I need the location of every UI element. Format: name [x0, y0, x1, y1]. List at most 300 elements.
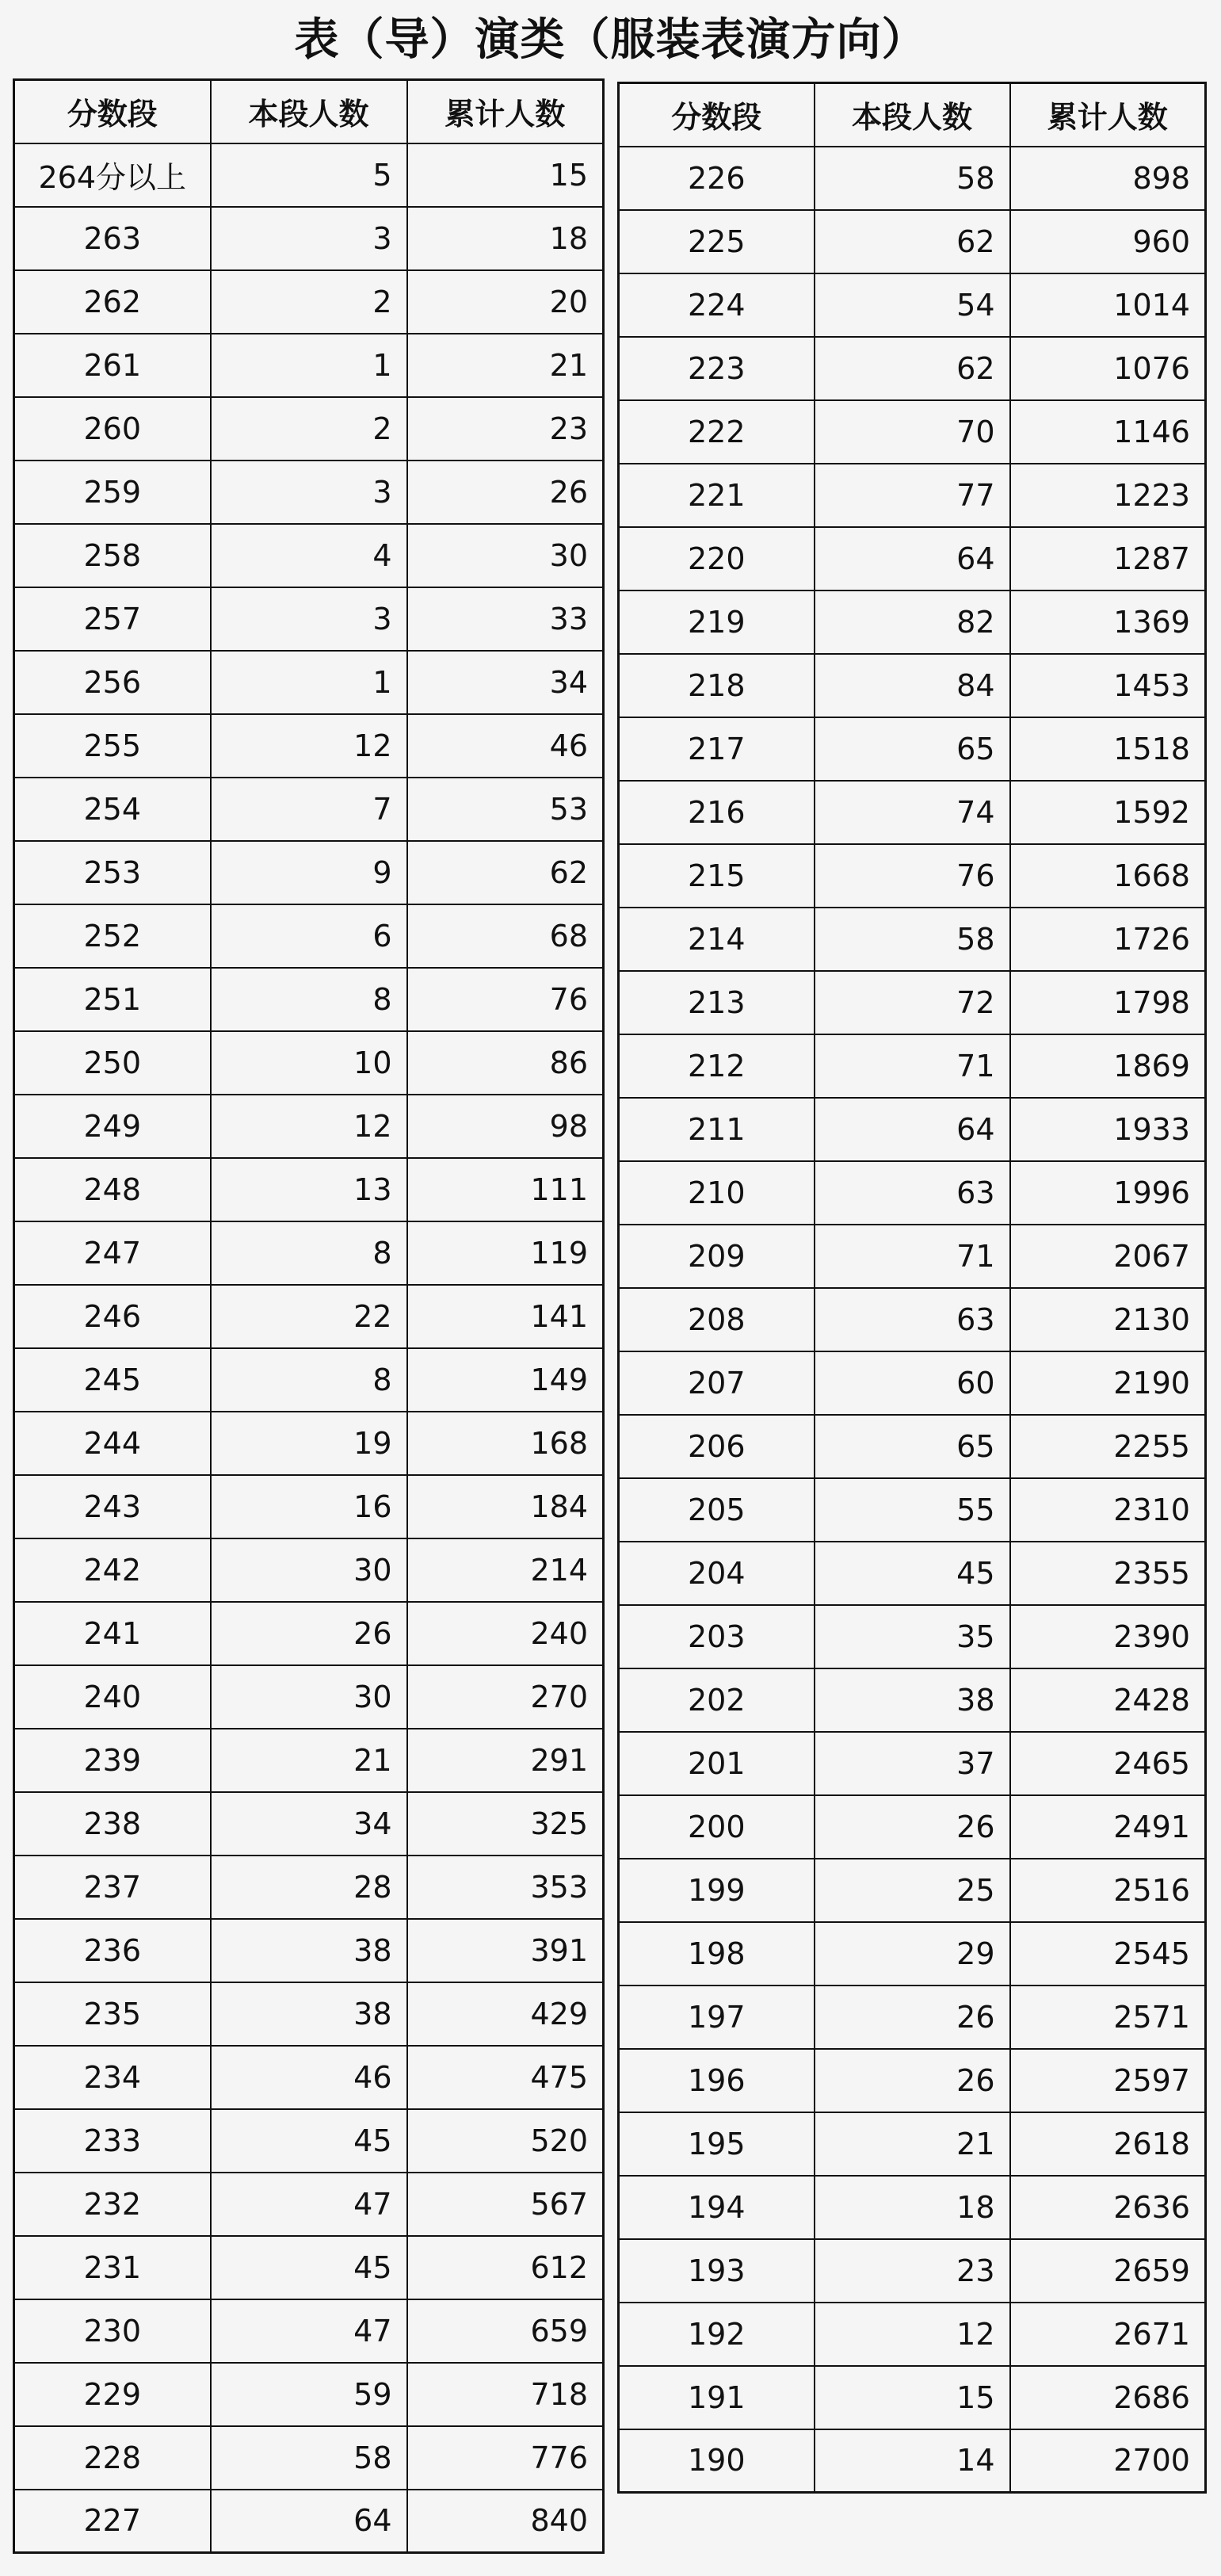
cell-segment-count: 64 — [815, 1098, 1010, 1161]
cell-cumulative-count: 1146 — [1010, 400, 1206, 464]
cell-score-range: 257 — [14, 587, 211, 651]
cell-score-range: 233 — [14, 2109, 211, 2173]
cell-cumulative-count: 2190 — [1010, 1351, 1206, 1415]
table-row — [619, 210, 1206, 273]
cell-cumulative-count: 98 — [407, 1095, 604, 1158]
cell-cumulative-count: 2465 — [1010, 1732, 1206, 1795]
cell-score-range: 222 — [619, 400, 815, 464]
cell-score-range: 229 — [14, 2363, 211, 2426]
table-row — [14, 1538, 604, 1602]
cell-score-range: 262 — [14, 270, 211, 334]
cell-score-range: 207 — [619, 1351, 815, 1415]
cell-cumulative-count: 391 — [407, 1919, 604, 1982]
cell-score-range: 203 — [619, 1605, 815, 1668]
cell-cumulative-count: 62 — [407, 841, 604, 904]
table-row — [14, 1475, 604, 1538]
page-title: 表（导）演类（服装表演方向） — [294, 14, 927, 66]
cell-score-range: 190 — [619, 2429, 815, 2493]
cell-cumulative-count: 353 — [407, 1856, 604, 1919]
cell-segment-count: 30 — [211, 1665, 407, 1729]
cell-score-range: 223 — [619, 337, 815, 400]
cell-score-range: 193 — [619, 2239, 815, 2303]
cell-segment-count: 8 — [211, 968, 407, 1031]
cell-score-range: 195 — [619, 2112, 815, 2176]
table-row — [14, 2236, 604, 2299]
table-row — [619, 2176, 1206, 2239]
cell-cumulative-count: 168 — [407, 1412, 604, 1475]
table-row — [14, 1285, 604, 1348]
cell-score-range: 219 — [619, 590, 815, 654]
cell-cumulative-count: 1996 — [1010, 1161, 1206, 1225]
table-row — [619, 2239, 1206, 2303]
cell-cumulative-count: 20 — [407, 270, 604, 334]
table-row — [14, 1348, 604, 1412]
cell-score-range: 234 — [14, 2046, 211, 2109]
cell-cumulative-count: 475 — [407, 2046, 604, 2109]
cell-segment-count: 21 — [211, 1729, 407, 1792]
cell-segment-count: 58 — [815, 908, 1010, 971]
cell-segment-count: 60 — [815, 1351, 1010, 1415]
table-row — [619, 1478, 1206, 1542]
table-row — [14, 651, 604, 714]
cell-cumulative-count: 960 — [1010, 210, 1206, 273]
cell-segment-count: 38 — [815, 1668, 1010, 1732]
cell-segment-count: 3 — [211, 461, 407, 524]
table-row — [14, 2490, 604, 2553]
cell-cumulative-count: 1014 — [1010, 273, 1206, 337]
cell-segment-count: 62 — [815, 210, 1010, 273]
cell-segment-count: 8 — [211, 1221, 407, 1285]
cell-score-range: 204 — [619, 1542, 815, 1605]
cell-segment-count: 22 — [211, 1285, 407, 1348]
cell-cumulative-count: 1076 — [1010, 337, 1206, 400]
cell-segment-count: 2 — [211, 270, 407, 334]
cell-cumulative-count: 1798 — [1010, 971, 1206, 1034]
cell-score-range: 258 — [14, 524, 211, 587]
table-row — [14, 714, 604, 778]
table-row — [619, 1542, 1206, 1605]
cell-segment-count: 77 — [815, 464, 1010, 527]
cell-segment-count: 26 — [815, 1986, 1010, 2049]
cell-score-range: 246 — [14, 1285, 211, 1348]
table-row — [619, 1795, 1206, 1859]
cell-segment-count: 76 — [815, 844, 1010, 908]
cell-score-range: 211 — [619, 1098, 815, 1161]
cell-cumulative-count: 2700 — [1010, 2429, 1206, 2493]
cell-cumulative-count: 2618 — [1010, 2112, 1206, 2176]
cell-segment-count: 16 — [211, 1475, 407, 1538]
cell-segment-count: 58 — [211, 2426, 407, 2490]
table-row — [14, 334, 604, 397]
cell-score-range: 252 — [14, 904, 211, 968]
table-row — [619, 908, 1206, 971]
cell-cumulative-count: 429 — [407, 1982, 604, 2046]
cell-cumulative-count: 2636 — [1010, 2176, 1206, 2239]
cell-cumulative-count: 2571 — [1010, 1986, 1206, 2049]
cell-segment-count: 38 — [211, 1919, 407, 1982]
cell-score-range: 264分以上 — [14, 143, 211, 207]
cell-segment-count: 84 — [815, 654, 1010, 717]
cell-score-range: 208 — [619, 1288, 815, 1351]
cell-score-range: 238 — [14, 1792, 211, 1856]
table-row — [619, 1668, 1206, 1732]
table-row — [14, 397, 604, 461]
cell-segment-count: 62 — [815, 337, 1010, 400]
cell-segment-count: 63 — [815, 1161, 1010, 1225]
table-row — [619, 590, 1206, 654]
cell-cumulative-count: 2516 — [1010, 1859, 1206, 1922]
table-row — [14, 778, 604, 841]
cell-cumulative-count: 567 — [407, 2173, 604, 2236]
cell-cumulative-count: 2686 — [1010, 2366, 1206, 2429]
cell-cumulative-count: 2597 — [1010, 2049, 1206, 2112]
cell-cumulative-count: 15 — [407, 143, 604, 207]
table-row — [14, 524, 604, 587]
cell-cumulative-count: 718 — [407, 2363, 604, 2426]
header-score-range: 分数段 — [619, 83, 815, 147]
cell-segment-count: 1 — [211, 651, 407, 714]
cell-score-range: 216 — [619, 781, 815, 844]
cell-cumulative-count: 33 — [407, 587, 604, 651]
cell-cumulative-count: 1518 — [1010, 717, 1206, 781]
table-row — [619, 717, 1206, 781]
cell-cumulative-count: 2545 — [1010, 1922, 1206, 1986]
cell-segment-count: 38 — [211, 1982, 407, 2046]
table-row — [14, 1412, 604, 1475]
cell-segment-count: 12 — [211, 714, 407, 778]
cell-score-range: 255 — [14, 714, 211, 778]
table-row — [619, 2112, 1206, 2176]
cell-cumulative-count: 776 — [407, 2426, 604, 2490]
cell-cumulative-count: 21 — [407, 334, 604, 397]
cell-segment-count: 65 — [815, 717, 1010, 781]
cell-cumulative-count: 2390 — [1010, 1605, 1206, 1668]
cell-score-range: 236 — [14, 1919, 211, 1982]
table-row — [619, 527, 1206, 590]
cell-score-range: 212 — [619, 1034, 815, 1098]
cell-segment-count: 8 — [211, 1348, 407, 1412]
cell-score-range: 214 — [619, 908, 815, 971]
cell-score-range: 197 — [619, 1986, 815, 2049]
cell-score-range: 217 — [619, 717, 815, 781]
table-row — [14, 2046, 604, 2109]
cell-score-range: 237 — [14, 1856, 211, 1919]
table-row — [14, 1792, 604, 1856]
table-row — [14, 1856, 604, 1919]
cell-cumulative-count: 149 — [407, 1348, 604, 1412]
cell-cumulative-count: 46 — [407, 714, 604, 778]
cell-score-range: 251 — [14, 968, 211, 1031]
cell-cumulative-count: 2067 — [1010, 1225, 1206, 1288]
cell-score-range: 244 — [14, 1412, 211, 1475]
cell-segment-count: 47 — [211, 2299, 407, 2363]
cell-segment-count: 70 — [815, 400, 1010, 464]
table-row — [14, 143, 604, 207]
cell-score-range: 228 — [14, 2426, 211, 2490]
table-row — [14, 1729, 604, 1792]
cell-segment-count: 30 — [211, 1538, 407, 1602]
cell-score-range: 226 — [619, 147, 815, 210]
table-row — [14, 270, 604, 334]
cell-segment-count: 3 — [211, 587, 407, 651]
cell-segment-count: 15 — [815, 2366, 1010, 2429]
cell-segment-count: 26 — [815, 1795, 1010, 1859]
cell-cumulative-count: 119 — [407, 1221, 604, 1285]
cell-score-range: 202 — [619, 1668, 815, 1732]
table-row — [14, 1919, 604, 1982]
cell-segment-count: 26 — [211, 1602, 407, 1665]
table-header-row — [14, 80, 604, 143]
table-row — [14, 2299, 604, 2363]
table-row — [14, 841, 604, 904]
cell-segment-count: 74 — [815, 781, 1010, 844]
table-row — [619, 337, 1206, 400]
table-row — [619, 1859, 1206, 1922]
cell-score-range: 209 — [619, 1225, 815, 1288]
table-row — [619, 971, 1206, 1034]
cell-cumulative-count: 1668 — [1010, 844, 1206, 908]
cell-score-range: 230 — [14, 2299, 211, 2363]
cell-segment-count: 37 — [815, 1732, 1010, 1795]
cell-score-range: 215 — [619, 844, 815, 908]
cell-cumulative-count: 520 — [407, 2109, 604, 2173]
cell-cumulative-count: 34 — [407, 651, 604, 714]
cell-segment-count: 35 — [815, 1605, 1010, 1668]
cell-cumulative-count: 2659 — [1010, 2239, 1206, 2303]
table-row — [619, 464, 1206, 527]
cell-segment-count: 6 — [211, 904, 407, 968]
cell-cumulative-count: 325 — [407, 1792, 604, 1856]
table-row — [14, 1158, 604, 1221]
table-row — [14, 207, 604, 270]
cell-score-range: 221 — [619, 464, 815, 527]
cell-cumulative-count: 184 — [407, 1475, 604, 1538]
header-segment-count: 本段人数 — [211, 80, 407, 143]
table-row — [619, 1732, 1206, 1795]
table-row — [619, 1986, 1206, 2049]
cell-segment-count: 18 — [815, 2176, 1010, 2239]
cell-score-range: 254 — [14, 778, 211, 841]
cell-cumulative-count: 23 — [407, 397, 604, 461]
cell-segment-count: 1 — [211, 334, 407, 397]
cell-segment-count: 7 — [211, 778, 407, 841]
cell-score-range: 224 — [619, 273, 815, 337]
cell-cumulative-count: 612 — [407, 2236, 604, 2299]
table-row — [619, 273, 1206, 337]
table-row — [14, 587, 604, 651]
cell-score-range: 242 — [14, 1538, 211, 1602]
cell-score-range: 232 — [14, 2173, 211, 2236]
header-cumulative-count: 累计人数 — [407, 80, 604, 143]
table-row — [619, 2303, 1206, 2366]
table-row — [14, 968, 604, 1031]
cell-score-range: 250 — [14, 1031, 211, 1095]
cell-cumulative-count: 2428 — [1010, 1668, 1206, 1732]
header-score-range: 分数段 — [14, 80, 211, 143]
table-row — [619, 654, 1206, 717]
cell-score-range: 248 — [14, 1158, 211, 1221]
header-segment-count: 本段人数 — [815, 83, 1010, 147]
cell-segment-count: 25 — [815, 1859, 1010, 1922]
table-row — [619, 844, 1206, 908]
table-row — [14, 1665, 604, 1729]
table-row — [619, 1161, 1206, 1225]
cell-cumulative-count: 2671 — [1010, 2303, 1206, 2366]
cell-score-range: 259 — [14, 461, 211, 524]
cell-segment-count: 82 — [815, 590, 1010, 654]
cell-score-range: 210 — [619, 1161, 815, 1225]
table-row — [14, 904, 604, 968]
cell-segment-count: 12 — [211, 1095, 407, 1158]
cell-cumulative-count: 214 — [407, 1538, 604, 1602]
cell-segment-count: 14 — [815, 2429, 1010, 2493]
cell-segment-count: 71 — [815, 1034, 1010, 1098]
cell-segment-count: 64 — [815, 527, 1010, 590]
cell-score-range: 256 — [14, 651, 211, 714]
table-row — [14, 2426, 604, 2490]
table-row — [619, 1415, 1206, 1478]
table-row — [14, 1982, 604, 2046]
cell-cumulative-count: 2491 — [1010, 1795, 1206, 1859]
cell-cumulative-count: 2130 — [1010, 1288, 1206, 1351]
cell-segment-count: 12 — [815, 2303, 1010, 2366]
cell-score-range: 200 — [619, 1795, 815, 1859]
cell-cumulative-count: 86 — [407, 1031, 604, 1095]
cell-segment-count: 63 — [815, 1288, 1010, 1351]
cell-cumulative-count: 270 — [407, 1665, 604, 1729]
table-header-row — [619, 83, 1206, 147]
table-row — [619, 1922, 1206, 1986]
cell-segment-count: 59 — [211, 2363, 407, 2426]
table-row — [619, 147, 1206, 210]
cell-cumulative-count: 2255 — [1010, 1415, 1206, 1478]
cell-score-range: 241 — [14, 1602, 211, 1665]
cell-segment-count: 2 — [211, 397, 407, 461]
cell-score-range: 192 — [619, 2303, 815, 2366]
cell-cumulative-count: 1287 — [1010, 527, 1206, 590]
cell-cumulative-count: 26 — [407, 461, 604, 524]
table-row — [619, 1288, 1206, 1351]
cell-segment-count: 29 — [815, 1922, 1010, 1986]
table-row — [14, 2109, 604, 2173]
cell-segment-count: 65 — [815, 1415, 1010, 1478]
cell-score-range: 201 — [619, 1732, 815, 1795]
table-row — [619, 1098, 1206, 1161]
cell-score-range: 218 — [619, 654, 815, 717]
cell-score-range: 260 — [14, 397, 211, 461]
cell-segment-count: 23 — [815, 2239, 1010, 2303]
cell-score-range: 191 — [619, 2366, 815, 2429]
cell-segment-count: 54 — [815, 273, 1010, 337]
table-row — [619, 2049, 1206, 2112]
cell-segment-count: 71 — [815, 1225, 1010, 1288]
cell-cumulative-count: 76 — [407, 968, 604, 1031]
table-row — [14, 1221, 604, 1285]
cell-segment-count: 28 — [211, 1856, 407, 1919]
cell-score-range: 263 — [14, 207, 211, 270]
cell-segment-count: 72 — [815, 971, 1010, 1034]
cell-score-range: 240 — [14, 1665, 211, 1729]
table-row — [619, 400, 1206, 464]
cell-score-range: 243 — [14, 1475, 211, 1538]
cell-score-range: 227 — [14, 2490, 211, 2553]
cell-segment-count: 10 — [211, 1031, 407, 1095]
cell-cumulative-count: 898 — [1010, 147, 1206, 210]
cell-segment-count: 26 — [815, 2049, 1010, 2112]
table-row — [14, 2173, 604, 2236]
cell-score-range: 247 — [14, 1221, 211, 1285]
table-row — [14, 2363, 604, 2426]
cell-cumulative-count: 240 — [407, 1602, 604, 1665]
cell-cumulative-count: 659 — [407, 2299, 604, 2363]
table-row — [619, 781, 1206, 844]
cell-score-range: 225 — [619, 210, 815, 273]
cell-score-range: 206 — [619, 1415, 815, 1478]
cell-segment-count: 55 — [815, 1478, 1010, 1542]
cell-segment-count: 47 — [211, 2173, 407, 2236]
cell-cumulative-count: 1223 — [1010, 464, 1206, 527]
cell-cumulative-count: 53 — [407, 778, 604, 841]
table-row — [14, 1602, 604, 1665]
cell-score-range: 199 — [619, 1859, 815, 1922]
cell-segment-count: 45 — [815, 1542, 1010, 1605]
cell-segment-count: 21 — [815, 2112, 1010, 2176]
cell-cumulative-count: 1592 — [1010, 781, 1206, 844]
table-row — [14, 1031, 604, 1095]
cell-cumulative-count: 1369 — [1010, 590, 1206, 654]
cell-segment-count: 45 — [211, 2109, 407, 2173]
cell-cumulative-count: 840 — [407, 2490, 604, 2553]
cell-segment-count: 19 — [211, 1412, 407, 1475]
cell-score-range: 249 — [14, 1095, 211, 1158]
cell-score-range: 220 — [619, 527, 815, 590]
table-row — [14, 461, 604, 524]
cell-cumulative-count: 68 — [407, 904, 604, 968]
cell-segment-count: 9 — [211, 841, 407, 904]
cell-cumulative-count: 2355 — [1010, 1542, 1206, 1605]
table-row — [619, 2429, 1206, 2493]
cell-segment-count: 5 — [211, 143, 407, 207]
cell-segment-count: 46 — [211, 2046, 407, 2109]
header-cumulative-count: 累计人数 — [1010, 83, 1206, 147]
cell-score-range: 213 — [619, 971, 815, 1034]
cell-cumulative-count: 1933 — [1010, 1098, 1206, 1161]
cell-score-range: 194 — [619, 2176, 815, 2239]
table-row — [619, 1605, 1206, 1668]
cell-cumulative-count: 111 — [407, 1158, 604, 1221]
cell-segment-count: 13 — [211, 1158, 407, 1221]
cell-segment-count: 4 — [211, 524, 407, 587]
cell-score-range: 235 — [14, 1982, 211, 2046]
cell-segment-count: 58 — [815, 147, 1010, 210]
cell-cumulative-count: 30 — [407, 524, 604, 587]
table-row — [14, 1095, 604, 1158]
cell-cumulative-count: 291 — [407, 1729, 604, 1792]
cell-cumulative-count: 18 — [407, 207, 604, 270]
score-table-left — [13, 78, 605, 2554]
cell-score-range: 239 — [14, 1729, 211, 1792]
cell-segment-count: 64 — [211, 2490, 407, 2553]
cell-cumulative-count: 1726 — [1010, 908, 1206, 971]
cell-segment-count: 34 — [211, 1792, 407, 1856]
cell-cumulative-count: 1453 — [1010, 654, 1206, 717]
cell-score-range: 231 — [14, 2236, 211, 2299]
cell-segment-count: 45 — [211, 2236, 407, 2299]
cell-cumulative-count: 1869 — [1010, 1034, 1206, 1098]
cell-segment-count: 3 — [211, 207, 407, 270]
cell-score-range: 253 — [14, 841, 211, 904]
cell-score-range: 205 — [619, 1478, 815, 1542]
